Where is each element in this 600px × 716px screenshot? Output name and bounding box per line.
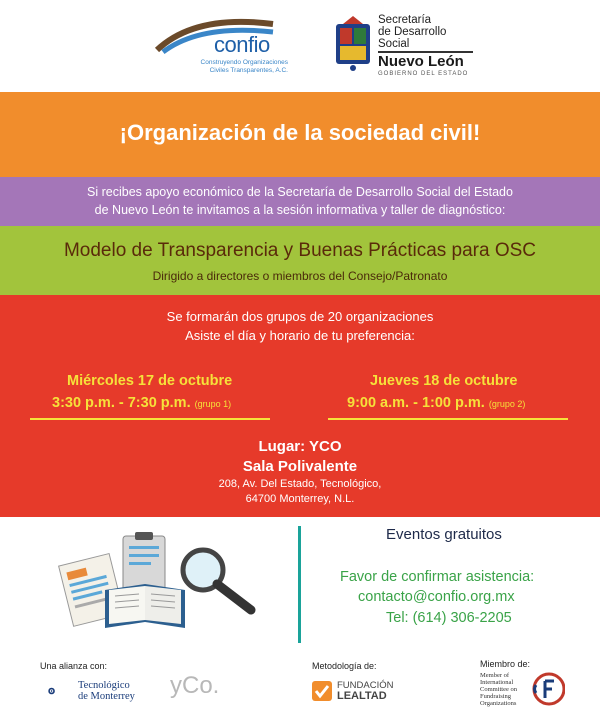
confirm-text: Favor de confirmar asistencia: — [340, 569, 535, 585]
yco-logo: yCo. — [170, 672, 220, 699]
confio-wordmark: confio — [214, 32, 270, 57]
icfo-logo-icon — [531, 671, 565, 707]
intro-banner — [0, 177, 600, 226]
session-1-hours: 3:30 p.m. - 7:30 p.m. (grupo 1) — [52, 395, 232, 411]
venue-address-line1: 208, Av. Del Estado, Tecnológico, — [218, 478, 382, 490]
session-2-group: (grupo 2) — [488, 399, 526, 409]
attend-text: Asiste el día y horario de tu preferencia: — [185, 328, 415, 343]
icfo-text: Member of International Committee on Fundraising Organizations — [480, 672, 518, 707]
session-1-day: Miércoles 17 de octubre — [67, 373, 233, 389]
nuevo-leon-shield-icon — [333, 14, 373, 72]
session-2-hours: 9:00 a.m. - 1:00 p.m. (grupo 2) — [347, 395, 526, 411]
intro-text: Si recibes apoyo económico de la Secretaría de Desarrollo Social del Estado de Nuevo León te invitamos a la sesión informativa y taller de diagnóstico: — [87, 185, 513, 217]
methodology-label: Metodología de: — [312, 661, 377, 671]
contact-phone[interactable]: Tel: (614) 306-2205 — [386, 610, 512, 626]
contact-email[interactable]: contacto@confio.org.mx — [358, 589, 515, 605]
checkmark-icon — [312, 681, 332, 701]
schedule-banner — [0, 295, 600, 517]
session-1-underline — [30, 418, 270, 420]
model-subtitle: Dirigido a directores o miembros del Consejo/Patronato — [152, 269, 448, 283]
header — [0, 0, 600, 92]
venue-place: Lugar: YCO — [258, 438, 342, 455]
session-1-group: (grupo 1) — [194, 399, 232, 409]
tec-monterrey-logo: Tecnológico de Monterrey — [78, 680, 135, 702]
alliance-label: Una alianza con: — [40, 661, 108, 671]
page-title: ¡Organización de la sociedad civil! — [119, 120, 481, 145]
tec-monterrey-logo-icon — [48, 676, 74, 706]
session-2-underline — [328, 418, 568, 420]
sds-logo: Secretaría de Desarrollo Social Nuevo León GOBIERNO DEL ESTADO — [378, 14, 473, 77]
venue-room: Sala Polivalente — [242, 458, 358, 475]
groups-text: Se formarán dos grupos de 20 organizaciones — [166, 309, 434, 324]
free-events-heading: Eventos gratuitos — [386, 526, 502, 543]
model-title: Modelo de Transparencia y Buenas Prácticas para OSC — [63, 240, 537, 261]
venue-address-line2: 64700 Monterrey, N.L. — [245, 493, 355, 505]
confio-tagline: Construyendo Organizaciones Civiles Transparentes, A.C. — [200, 59, 288, 74]
documents-magnifier-illustration — [55, 528, 260, 628]
member-label: Miembro de: — [480, 659, 531, 669]
vertical-divider — [298, 526, 301, 643]
fundacion-lealtad-logo: FUNDACIÓN LEALTAD — [337, 680, 394, 702]
title-banner — [0, 92, 600, 177]
session-2-day: Jueves 18 de octubre — [370, 373, 518, 389]
model-banner — [0, 226, 600, 295]
